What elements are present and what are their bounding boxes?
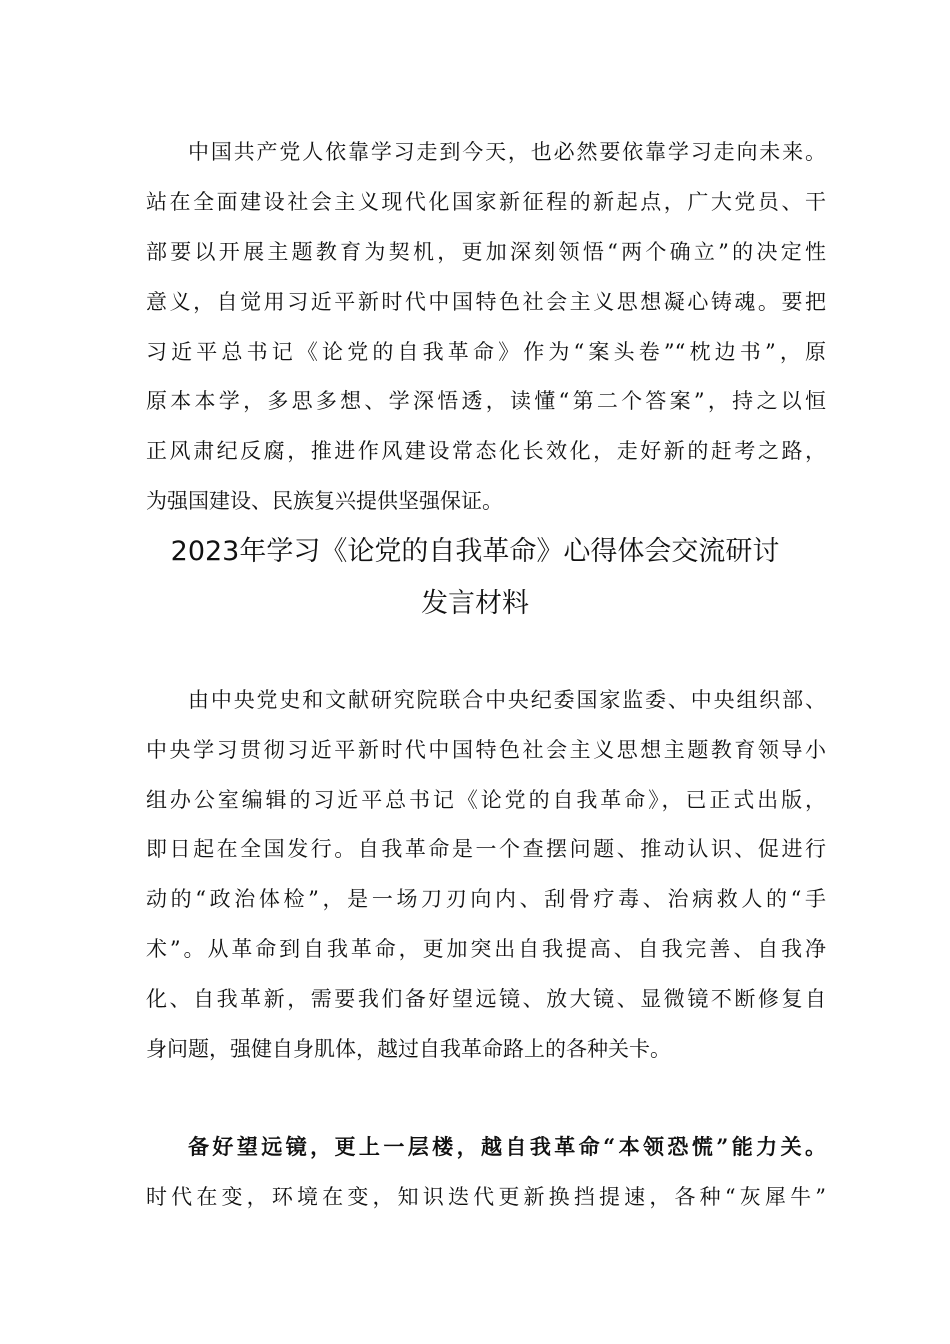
- paragraph-2-line-6: 术”。从革命到自我革命，更加突出自我提高、自我完善、自我净: [146, 937, 826, 961]
- paragraph-2-line-1: 由中央党史和文献研究院联合中央纪委国家监委、中央组织部、: [188, 688, 826, 712]
- paragraph-2-line-5: 动的“政治体检”，是一场刀刃向内、刮骨疗毒、治病救人的“手: [146, 887, 826, 911]
- paragraph-2-line-7: 化、自我革新，需要我们备好望远镜、放大镜、显微镜不断修复自: [146, 987, 826, 1011]
- paragraph-1-line-5: 习近平总书记《论党的自我革命》作为“案头卷”“枕边书”，原: [146, 340, 826, 364]
- paragraph-1-line-6: 原本本学，多思多想、学深悟透，读懂“第二个答案”，持之以恒: [146, 389, 826, 413]
- paragraph-2-line-4: 即日起在全国发行。自我革命是一个查摆问题、推动认识、促进行: [146, 837, 826, 861]
- document-title-line-1: 2023年学习《论党的自我革命》心得体会交流研讨: [170, 536, 780, 567]
- paragraph-1-line-8: 为强国建设、民族复兴提供坚强保证。: [146, 489, 503, 513]
- paragraph-1-line-7: 正风肃纪反腐，推进作风建设常态化长效化，走好新的赶考之路，: [146, 439, 826, 463]
- paragraph-1-line-1: 中国共产党人依靠学习走到今天，也必然要依靠学习走向未来。: [188, 140, 826, 164]
- document-title-line-2: 发言材料: [421, 588, 529, 619]
- section-heading: 备好望远镜，更上一层楼，越自我革命“本领恐慌”能力关。: [188, 1134, 826, 1159]
- paragraph-2-line-8: 身问题，强健自身肌体，越过自我革命路上的各种关卡。: [146, 1037, 671, 1061]
- paragraph-3-line-1: 时代在变，环境在变，知识迭代更新换挡提速，各种“灰犀牛”: [146, 1185, 826, 1209]
- paragraph-1-line-2: 站在全面建设社会主义现代化国家新征程的新起点，广大党员、干: [146, 190, 826, 214]
- paragraph-1-line-4: 意义，自觉用习近平新时代中国特色社会主义思想凝心铸魂。要把: [146, 290, 826, 314]
- paragraph-2-line-3: 组办公室编辑的习近平总书记《论党的自我革命》，已正式出版，: [146, 788, 826, 812]
- paragraph-1-line-3: 部要以开展主题教育为契机，更加深刻领悟“两个确立”的决定性: [146, 240, 826, 264]
- paragraph-2-line-2: 中央学习贯彻习近平新时代中国特色社会主义思想主题教育领导小: [146, 738, 826, 762]
